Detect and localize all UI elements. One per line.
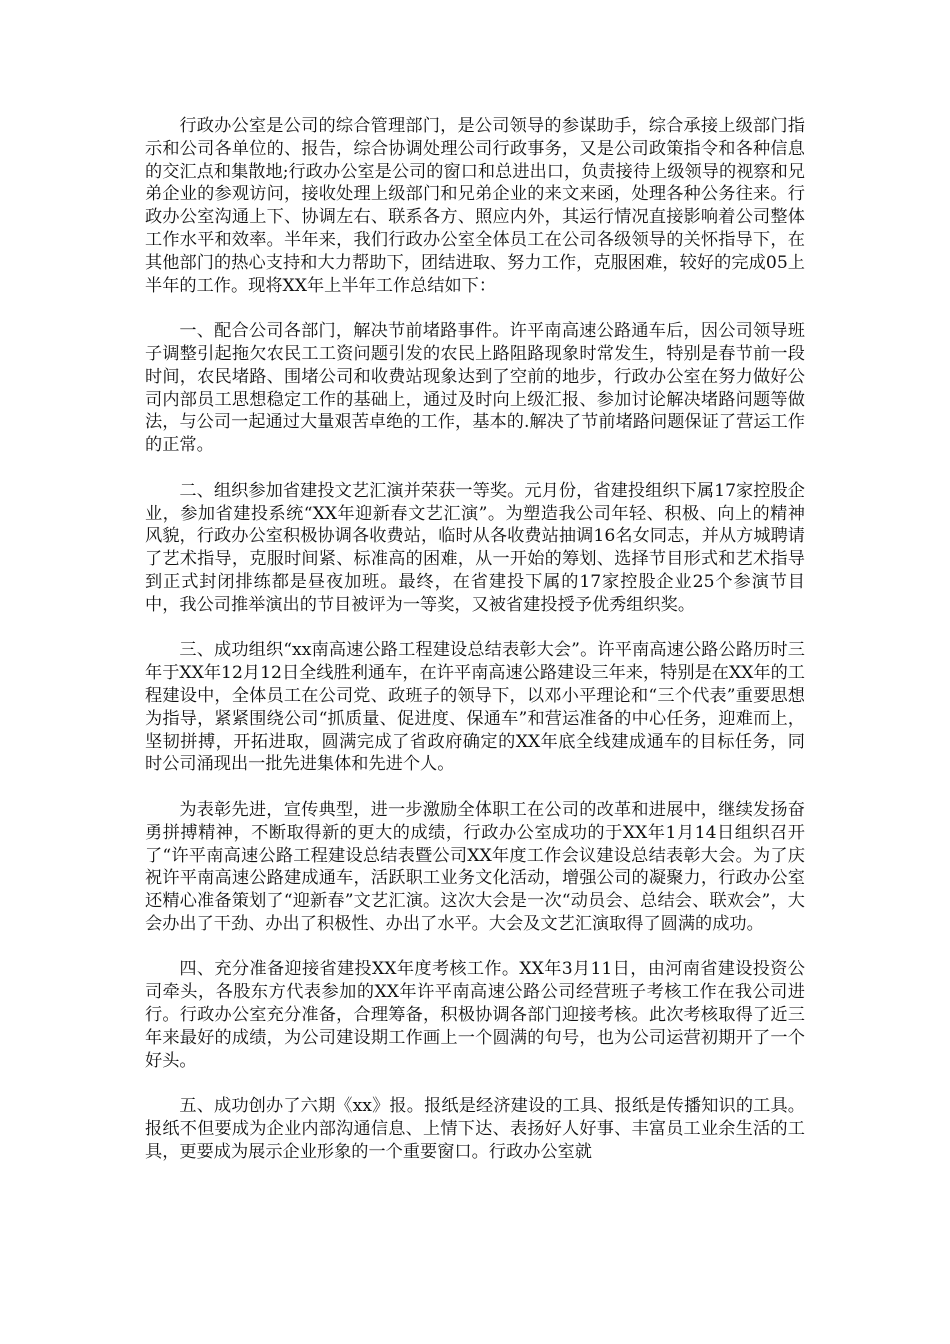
paragraph-section-1: 一、配合公司各部门，解决节前堵路事件。许平南高速公路通车后，因公司领导班子调整引起拖欠农民工工资问题引发的农民上路阻路现象时常发生，特别是春节前一段时间，农民堵路、围堵公司和收费站现象达到了空前的地步，行政办公室在努力做好公司内部员工思想稳定工作的基础上，通过及时向上级汇报、参加讨论解决堵路问题等做法，与公司一起通过大量艰苦卓绝的工作，基本的.解决了节前堵路问题保证了营运工作的正常。 xyxy=(145,321,805,456)
paragraph-section-4: 四、充分准备迎接省建投XX年度考核工作。XX年3月11日，由河南省建设投资公司牵头，各股东方代表参加的XX年许平南高速公路公司经营班子考核工作在我公司进行。行政办公室充分准备，合理筹备，积极协调各部门迎接考核。此次考核取得了近三年来最好的成绩，为公司建设期工作画上一个圆满的句号，也为公司运营初期开了一个好头。 xyxy=(145,959,805,1071)
paragraph-section-5: 五、成功创办了六期《xx》报。报纸是经济建设的工具、报纸是传播知识的工具。报纸不但要成为企业内部沟通信息、上情下达、表扬好人好事、丰富员工业余生活的工具，更要成为展示企业形象的一个重要窗口。行政办公室就 xyxy=(145,1096,805,1162)
paragraph-section-2: 二、组织参加省建投文艺汇演并荣获一等奖。元月份，省建投组织下属17家控股企业，参加省建投系统“XX年迎新春文艺汇演”。为塑造我公司年轻、积极、向上的精神风貌，行政办公室积极协调各收费站，临时从各收费站抽调16名女同志，并从方城聘请了艺术指导，克服时间紧、标准高的困难，从一开始的筹划、选择节目形式和艺术指导到正式封闭排练都是昼夜加班。最终，在省建投下属的17家控股企业25个参演节目中，我公司推举演出的节目被评为一等奖，又被省建投授予优秀组织奖。 xyxy=(145,480,805,615)
paragraph-intro: 行政办公室是公司的综合管理部门，是公司领导的参谋助手，综合承接上级部门指示和公司各单位的、报告，综合协调处理公司行政事务，又是公司政策指令和各种信息的交汇点和集散地;行政办公室是公司的窗口和总进出口，负责接待上级领导的视察和兄弟企业的参观访问，接收处理上级部门和兄弟企业的来文来函，处理各种公务往来。行政办公室沟通上下、协调左右、联系各方、照应内外，其运行情况直接影响着公司整体工作水平和效率。半年来，我们行政办公室全体员工在公司各级领导的关怀指导下，在其他部门的热心支持和大力帮助下，团结进取、努力工作，克服困难，较好的完成05上半年的工作。现将XX年上半年工作总结如下： xyxy=(145,116,805,296)
paragraph-section-3-continued: 为表彰先进，宣传典型，进一步激励全体职工在公司的改革和进展中，继续发扬奋勇拼搏精神，不断取得新的更大的成绩，行政办公室成功的于XX年1月14日组织召开了“许平南高速公路工程建设总结表暨公司XX年度工作会议建设总结表彰大会。为了庆祝许平南高速公路建成通车，活跃职工业务文化活动，增强公司的凝聚力，行政办公室还精心准备策划了“迎新春”文艺汇演。这次大会是一次“动员会、总结会、联欢会”，大会办出了干劲、办出了积极性、办出了水平。大会及文艺汇演取得了圆满的成功。 xyxy=(145,799,805,934)
paragraph-section-3: 三、成功组织“xx南高速公路工程建设总结表彰大会”。许平南高速公路公路历时三年于XX年12月12日全线胜利通车，在许平南高速公路建设三年来，特别是在XX年的工程建设中，全体员工在公司党、政班子的领导下，以邓小平理论和“三个代表”重要思想为指导，紧紧围绕公司“抓质量、促进度、保通车”和营运准备的中心任务，迎难而上，坚韧拼搏，开拓进取，圆满完成了省政府确定的XX年底全线建成通车的目标任务，同时公司涌现出一批先进集体和先进个人。 xyxy=(145,640,805,775)
document-page xyxy=(145,115,805,1186)
